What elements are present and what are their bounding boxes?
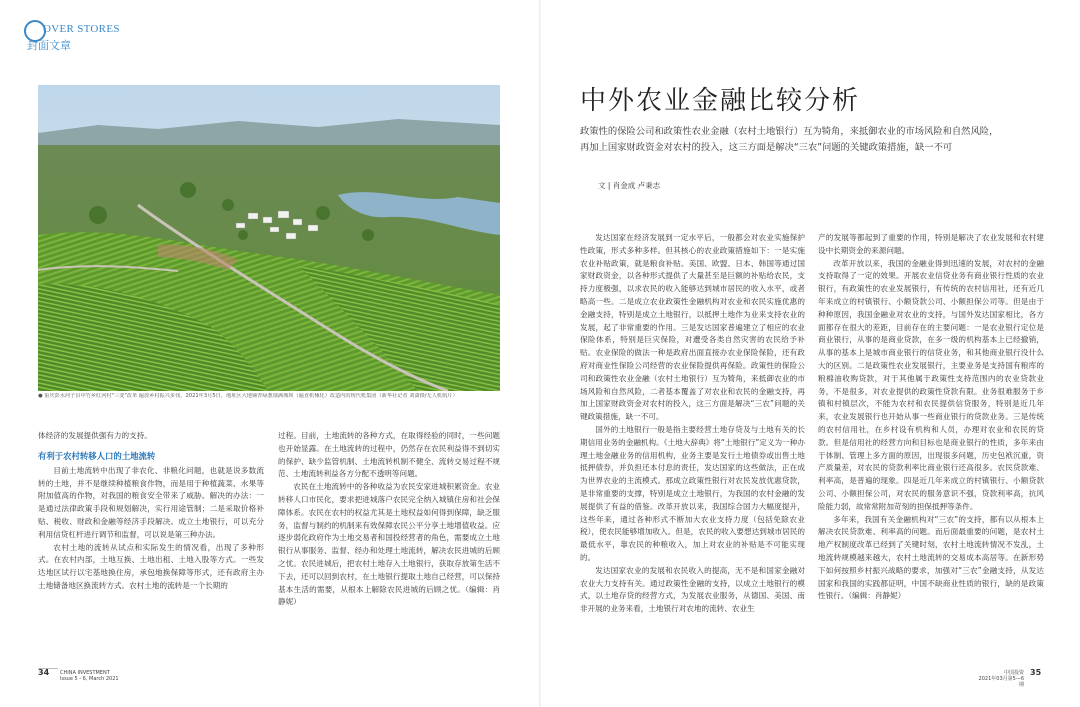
terraced-farm-photo [38,85,500,391]
footer-right-brand [978,670,1024,688]
footer-right [1030,670,1041,677]
header-english: OVER STORES [43,23,120,35]
section-heading: 有利于农村转移人口的土地流转 [38,450,156,461]
paragraph: 农村土地的流转从试点和实际发生的情况看，出现了多种形式。在农村内部，土地互换、土地出租、土地入股等方式。一些发达地区试行以宅基地换住房，承包地换保障等形式，还有政府主办土地储备地区换流转方式。农村土地的流转是一个长期的 [38,542,264,590]
section-header [24,20,124,54]
paragraph: 改革开放以来，我国的金融业得到迅速的发展，对农村的金融支持取得了一定的效果。开展农业信贷业务有商业银行性质的农业银行，有政策性的农业发展银行，有传统的农村信用社，还有近几年来成立的村镇银行、小额贷款公司、小额担保公司等。但是由于种种原因，我国金融业对农业的支持，与国外发达国家相比，各方面都存在很大的差距，目前存在的主要问题：一是农业银行定位是商业银行，从事的是商业贷款，在多一级的机构基本上已经撤销，从事的基本上是城市商业银行的信贷业务，和其他商业银行没什么大的区别。二是政策性农业发展银行，主要业务是支持国有粮库的粮棉油收购贷款，对于其他属于政策性支持范围内的农业贷款业务，不是很多，对农业提供的政策性贷款有限。业务很难服务于乡镇和村镇层次，不能为农村和农民提供信贷服务，特别是近几年来，农业发展银行也开始从事一些商业银行的贷款业务。三是传统的农村信用社，在乡村设有机构和人员，办理对农业和农民的贷款。但是信用社的经营方向和目标也是商业银行的性质，多年来由于体制、管理上多方面的原因，出现很多问题，历史包袱沉重，资产质量差，对农民的贷款利率比商业银行还高很多。农民贷款难、利率高，是普遍的现象。四是近几年来成立的村镇银行、小额贷款公司、小额担保公司，对农民的服务意识不强，贷款利率高，抗风险能力弱，故常常附加苛刻的担保抵押等条件。 [818,258,1044,511]
paragraph: 多年来，我国有关金融机构对“三农”的支持，都有以从根本上解决农民贷款难、利率高的问题。而后面最重要的问题，是农村土地产权制度改革已经到了关键时刻，农村土地流转情况不发乱，土地流转规模越来越大，农村土地流转的交易成本高居等。在新形势下如何按照乡村振兴战略的要求，加强对“三农”金融支持，从发达国家和我国的实践都证明，中国不缺商业性质的银行，缺的是政策性银行。（编辑：肖静妮） [818,514,1044,601]
paragraph: 过程。目前，土地流转的各种方式，在取得经验的同时，一些问题也开始显露。在土地流转的过程中，仍然存在农民利益得不到切实的保护、缺少监管机制、土地流转机制不健全、流转交易过程不规范、土地流转利益各方分配不透明等问题。 [278,431,500,479]
paragraph: 国外的土地银行一般是指主要经营土地存贷及与土地有关的长期信用业务的金融机构。《土地大辞典》将“土地银行”定义为一种办理土地金融业务的信用机构，业务主要是发行土地债券或出售土地抵押债券，并负担还本付息的责任，发达国家的这些做法，正在成为世界农业的主流模式。那成立政策性银行对农民发放优惠贷款，是非常重要的支撑，特别是成立土地银行，为我国的农村金融的发展提供了有益的借鉴。改革开放以来，我国综合国力大幅度提升，这些年来，通过各种形式不断加大农业支持力度（包括免除农业税），使农民能够增加收入。但是，农民的收入要想达到城市居民的最低水平，靠农民的种粮收入，加上对农业的补贴是不可能实现的。 [580,424,805,562]
publication-name: 中国投资 [1003,670,1024,676]
article-title: 中外农业金融比较分析 [580,86,861,116]
photo-caption: ● 重庆彭水河子县中竹乡红河村"三变"改革 遍放乡村振兴步伐。2021年3月5日，地址区大地铺青绿葱郁满城坝（遍直机械化）改造内的现代机集团（新华社记者 刘潇摄/无人机航片） [38,393,458,399]
article-author: 文 | 肖金成 卢秉志 [598,181,661,190]
footer-left-brand [60,670,119,682]
article-subtitle: 政策性的保险公司和政策性农业金融（农村土地银行）互为犄角，来抵御农业的市场风险和自然风险，再加上国家财政资金对农村的投入，这三方面是解决“三农”问题的关键政策措施，缺一不可 [580,126,999,153]
left-column-1 [38,430,264,666]
issue-label: 2021年03月第5—6期 [978,676,1024,688]
paragraph: 发达国家在经济发展到一定水平后，一般都会对农业实施保护性政策，形式多种多样。但其核心的农业政策措施如下：一是实施农业补贴政策，就是粮食补贴。美国、欧盟、日本、韩国等通过国家财政资金，以各种形式提供了大量甚至是巨额的补贴给农民，支持力度极强，以求农民的收入能够达到城市居民的收入水平，或者略高一些。二是成立农业政策性金融机构对农业和农民实施优惠的金融支持，特别是成立土地银行，以抵押土地作为业来支持农业的发展，起了非常重要的作用。三是发达国家普遍建立了相应的农业保险体系，特别是巨灾保险，对遭受各类自然灾害的农民给予补贴。农业保险的做法一种是政府出面直接办农业保险保险，还有政府对商业性保险公司经营的农业保险提供再保险。政策性的保险公司和政策性农业金融（农村土地银行）互为犄角，来抵御农业的市场风险和自然风险，二者基本覆盖了对农业和农民的金融支持，再加上国家财政资金对农村的投入，这三方面是解决“三农”问题的关键政策措施，缺一不可。 [580,233,805,422]
right-column-2 [818,232,1044,666]
paragraph: 目前土地流转中出现了非农化、非粮化问题，也就是说多数流转的土地，并不是继续种植粮食作物，而是用于种植蔬菜、水果等附加值高的作物，对我国的粮食安全带来了威胁。解决的办法：一是通过法律政策手段和规划解决，实行用途管制；二是采取价格补贴、税收、财政和金融等经济手段解决。成立土地银行，可以充分利用信贷杠杆进行调节和监督，可以说是第三种办法。 [38,465,264,539]
page-number: 34 [38,668,50,677]
paragraph: 农民在土地流转中的各种收益为农民安家进城积累资金。农业转移人口市民化，要求把进城落户农民完全纳入城镇住房和社会保障体系。农民在农村的权益尤其是土地权益如何得到保障，缺乏服务，监督与制约的机制来有效保障农民公平分享土地增值收益。应逐步弱化政府作为土地交易者和国投经营者的角色，需要成立土地银行从事服务、监督、经办和处理土地流转，解决农民进城的后顾之忧。农民进城后，把农村土地存入土地银行，获取存放第生活不下去，还可以回到农村，在土地银行提取土地自己经营，可以保持基本生活的需要，从根本上解除农民进城的后顾之忧。（编辑：肖静妮） [278,482,500,607]
publication-name: CHINA INVESTMENT [60,670,110,676]
paragraph: 产的发展等都起到了重要的作用，特别是解决了农业发展和农村建设中长期资金的来源问题。 [818,233,1044,255]
left-column-2 [278,430,500,666]
page-spine [539,0,541,707]
paragraph: 体经济的发展提供强有力的支持。 [38,431,152,440]
right-column-1 [580,232,805,666]
page-number: 35 [1030,668,1042,677]
footer-left [38,670,49,677]
issue-label: Issue 5 - 6, March 2021 [60,676,119,682]
header-chinese: 封面文章 [27,39,71,52]
paragraph: 发达国家农业的发展和农民收入的提高，无不是和国家金融对农业大力支持有关。通过政策性金融的支持，以成立土地银行的模式，以土地存贷的经营方式，为发展农业服务，从德国、美国、南非开展的业务来看，土地银行对农地的流转、农业生 [580,565,805,614]
